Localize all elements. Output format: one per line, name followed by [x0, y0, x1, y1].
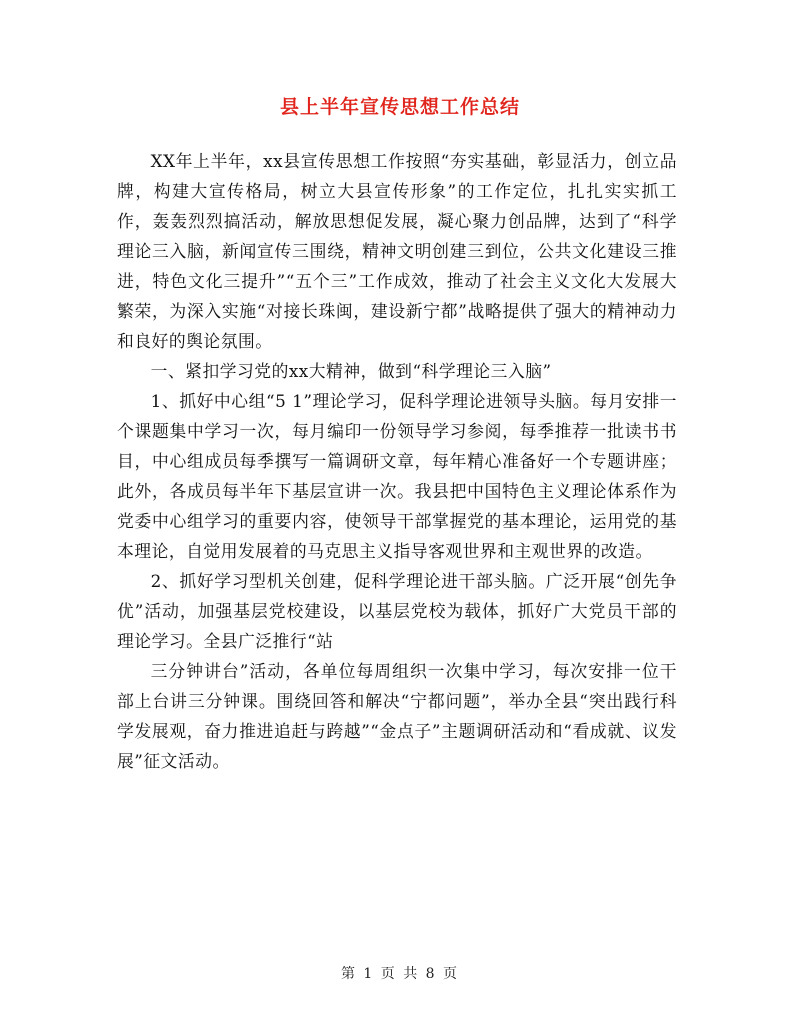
page-number-footer: 第 1 页 共 8 页 — [340, 966, 460, 982]
paragraph-intro: XX年上半年，xx县宣传思想工作按照“夯实基础，彰显活力，创立品牌，构建大宣传格局，树立大县宣传形象”的工作定位，扎扎实实抓工作，轰轰烈烈搞活动，解放思想促发展，凝心聚力创品牌，达到了“科学理论三入脑，新闻宣传三围绕，精神文明创建三到位，公共文化建设三推进，特色文化三提升”“五个三”工作成效，推动了社会主义文化大发展大繁荣，为深入实施“对接长珠闽，建设新宁都”战略提供了强大的精神动力和良好的舆论氛围。 — [117, 151, 677, 351]
paragraph-item-2: 2、抓好学习型机关创建，促科学理论进干部头脑。广泛开展“创先争优”活动，加强基层党校建设，以基层党校为载体，抓好广大党员干部的理论学习。全县广泛推行“站 — [117, 571, 677, 651]
paragraph-continuation: 三分钟讲台”活动，各单位每周组织一次集中学习，每次安排一位干部上台讲三分钟课。围绕回答和解决“宁都问题”，举办全县“突出践行科学发展观，奋力推进追赶与跨越”“金点子”主题调研活动和“看成就、议发展”征文活动。 — [117, 661, 677, 771]
paragraph-item-1: 1、抓好中心组“5 1”理论学习，促科学理论进领导头脑。每月安排一个课题集中学习一次，每月编印一份领导学习参阅，每季推荐一批读书书目，中心组成员每季撰写一篇调研文章，每年精心准备好一个专题讲座；此外，各成员每半年下基层宣讲一次。我县把中国特色主义理论体系作为党委中心组学习的重要内容，使领导干部掌握党的基本理论，运用党的基本理论，自觉用发展着的马克思主义指导客观世界和主观世界的改造。 — [117, 391, 677, 561]
document-body — [117, 146, 677, 776]
section-heading-1: 一、紧扣学习党的xx大精神，做到“科学理论三入脑” — [150, 361, 552, 381]
document-title: 县上半年宣传思想工作总结 — [279, 96, 520, 118]
